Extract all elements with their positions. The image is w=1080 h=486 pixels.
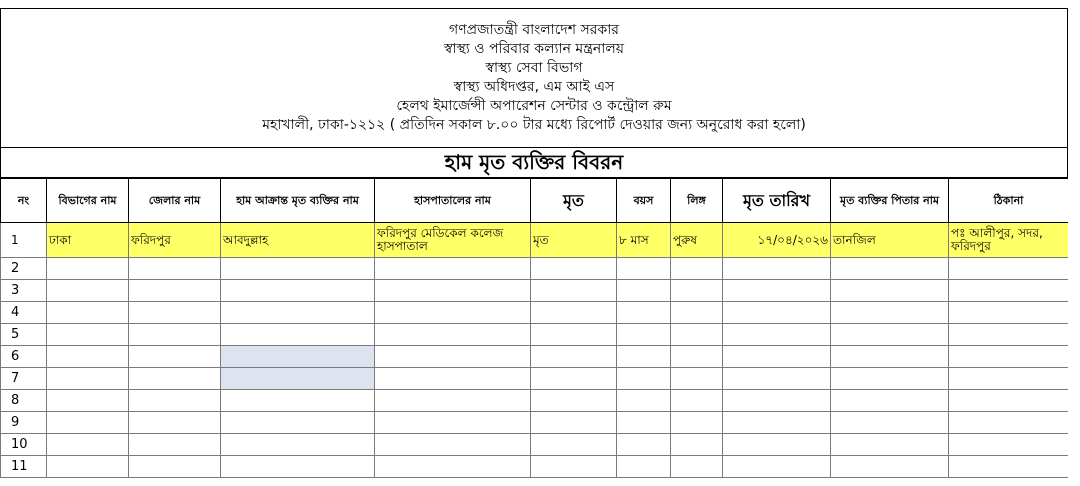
- header-line-division: স্বাস্থ্য সেবা বিভাগ: [485, 60, 583, 76]
- empty-cell[interactable]: [129, 368, 221, 390]
- header-line-government: গণপ্রজাতন্ত্রী বাংলাদেশ সরকার: [449, 22, 619, 38]
- empty-cell[interactable]: [671, 412, 723, 434]
- empty-cell[interactable]: [671, 456, 723, 478]
- empty-cell[interactable]: [949, 302, 1069, 324]
- header-line-directorate: স্বাস্থ্য অধিদপ্তর, এম আই এস: [453, 79, 615, 95]
- empty-cell[interactable]: [129, 258, 221, 280]
- empty-cell[interactable]: [47, 390, 129, 412]
- empty-cell[interactable]: [949, 258, 1069, 280]
- empty-cell[interactable]: [671, 390, 723, 412]
- empty-cell[interactable]: [617, 258, 671, 280]
- row-number[interactable]: 7: [1, 368, 47, 390]
- empty-cell[interactable]: [671, 324, 723, 346]
- report-title-cell[interactable]: [0, 148, 1068, 178]
- cell-father-name[interactable]: তানজিল: [831, 223, 949, 258]
- header-line-ministry: স্বাস্থ্য ও পরিবার কল্যান মন্ত্রনালয়: [443, 41, 625, 57]
- empty-cell[interactable]: [949, 324, 1069, 346]
- col-header-no[interactable]: নং: [1, 179, 47, 223]
- col-header-dead[interactable]: মৃত: [531, 179, 617, 223]
- empty-cell[interactable]: [221, 258, 375, 280]
- empty-cell[interactable]: [723, 368, 831, 390]
- empty-cell[interactable]: [375, 302, 531, 324]
- table-row: [1, 346, 1069, 368]
- col-header-division[interactable]: বিভাগের নাম: [47, 179, 129, 223]
- table-row: [1, 456, 1069, 478]
- empty-cell[interactable]: [617, 390, 671, 412]
- empty-cell[interactable]: [375, 324, 531, 346]
- empty-cell[interactable]: [617, 324, 671, 346]
- empty-cell[interactable]: [671, 368, 723, 390]
- empty-cell[interactable]: [129, 412, 221, 434]
- empty-cell[interactable]: [375, 368, 531, 390]
- empty-cell[interactable]: [723, 346, 831, 368]
- empty-cell[interactable]: [617, 456, 671, 478]
- col-header-father-name[interactable]: মৃত ব্যক্তির পিতার নাম: [831, 179, 949, 223]
- empty-cell[interactable]: [723, 390, 831, 412]
- cell-division[interactable]: ঢাকা: [47, 223, 129, 258]
- header-line-address: মহাখালী, ঢাকা-১২১২ ( প্রতিদিন সকাল ৮.০০ টার মধ্যে রিপোর্ট দেওয়ার জন্য অনুরোধ করা হলো): [262, 117, 806, 133]
- row-number[interactable]: 9: [1, 412, 47, 434]
- selected-cell[interactable]: [221, 368, 375, 390]
- empty-cell[interactable]: [531, 280, 617, 302]
- row-number[interactable]: 6: [1, 346, 47, 368]
- report-header: [0, 8, 1068, 148]
- empty-cell[interactable]: [831, 302, 949, 324]
- empty-cell[interactable]: [617, 412, 671, 434]
- cell-age[interactable]: ৮ মাস: [617, 223, 671, 258]
- table-row: [1, 368, 1069, 390]
- empty-cell[interactable]: [617, 368, 671, 390]
- cell-hospital[interactable]: ফরিদপুর মেডিকেল কলেজ হাসপাতাল: [375, 223, 531, 258]
- empty-cell[interactable]: [671, 302, 723, 324]
- col-header-address[interactable]: ঠিকানা: [949, 179, 1069, 223]
- table-row: [1, 258, 1069, 280]
- empty-cell[interactable]: [47, 368, 129, 390]
- empty-cell[interactable]: [831, 324, 949, 346]
- table-row: [1, 434, 1069, 456]
- report-title: হাম মৃত ব্যক্তির বিবরন: [444, 150, 624, 174]
- empty-cell[interactable]: [831, 390, 949, 412]
- empty-cell[interactable]: [831, 412, 949, 434]
- empty-cell[interactable]: [375, 346, 531, 368]
- row-number[interactable]: 5: [1, 324, 47, 346]
- empty-cell[interactable]: [375, 390, 531, 412]
- table-row: [1, 302, 1069, 324]
- empty-cell[interactable]: [949, 412, 1069, 434]
- empty-cell[interactable]: [375, 456, 531, 478]
- empty-cell[interactable]: [221, 324, 375, 346]
- empty-cell[interactable]: [723, 456, 831, 478]
- row-number[interactable]: 4: [1, 302, 47, 324]
- empty-cell[interactable]: [531, 368, 617, 390]
- empty-cell[interactable]: [723, 258, 831, 280]
- table-row: [1, 390, 1069, 412]
- empty-cell[interactable]: [531, 346, 617, 368]
- empty-cell[interactable]: [221, 280, 375, 302]
- empty-cell[interactable]: [723, 280, 831, 302]
- empty-cell[interactable]: [949, 280, 1069, 302]
- table-row: [1, 412, 1069, 434]
- row-number[interactable]: 10: [1, 434, 47, 456]
- empty-cell[interactable]: [617, 346, 671, 368]
- empty-cell[interactable]: [47, 280, 129, 302]
- row-number[interactable]: 2: [1, 258, 47, 280]
- death-details-table: [0, 178, 1069, 478]
- cell-deceased-name[interactable]: আবদুল্লাহ: [221, 223, 375, 258]
- empty-cell[interactable]: [949, 434, 1069, 456]
- empty-cell[interactable]: [129, 346, 221, 368]
- table-row: [1, 280, 1069, 302]
- empty-cell[interactable]: [129, 390, 221, 412]
- empty-cell[interactable]: [831, 346, 949, 368]
- empty-cell[interactable]: [221, 456, 375, 478]
- cell-death-date[interactable]: ১৭/০৪/২০২৬: [723, 223, 831, 258]
- col-header-deceased-name[interactable]: হাম আক্রান্ত মৃত ব্যক্তির নাম: [221, 179, 375, 223]
- empty-cell[interactable]: [531, 412, 617, 434]
- empty-cell[interactable]: [221, 412, 375, 434]
- col-header-gender[interactable]: লিঙ্গ: [671, 179, 723, 223]
- col-header-age[interactable]: বয়স: [617, 179, 671, 223]
- table-row: [1, 223, 1069, 258]
- empty-cell[interactable]: [129, 280, 221, 302]
- table-row: [1, 324, 1069, 346]
- empty-cell[interactable]: [671, 258, 723, 280]
- empty-cell[interactable]: [47, 324, 129, 346]
- empty-cell[interactable]: [617, 302, 671, 324]
- empty-cell[interactable]: [531, 258, 617, 280]
- empty-cell[interactable]: [723, 302, 831, 324]
- empty-cell[interactable]: [221, 434, 375, 456]
- empty-cell[interactable]: [723, 434, 831, 456]
- empty-cell[interactable]: [531, 434, 617, 456]
- spreadsheet-sheet: [0, 8, 1070, 486]
- empty-cell[interactable]: [221, 302, 375, 324]
- row-number[interactable]: 8: [1, 390, 47, 412]
- empty-cell[interactable]: [531, 302, 617, 324]
- empty-cell[interactable]: [531, 456, 617, 478]
- empty-cell[interactable]: [949, 346, 1069, 368]
- empty-cell[interactable]: [47, 412, 129, 434]
- empty-cell[interactable]: [221, 390, 375, 412]
- empty-cell[interactable]: [831, 368, 949, 390]
- empty-cell[interactable]: [831, 258, 949, 280]
- empty-cell[interactable]: [723, 324, 831, 346]
- row-number[interactable]: 11: [1, 456, 47, 478]
- col-header-death-date[interactable]: মৃত তারিখ: [723, 179, 831, 223]
- table-header-row: [1, 179, 1069, 223]
- empty-cell[interactable]: [617, 280, 671, 302]
- empty-cell[interactable]: [723, 412, 831, 434]
- empty-cell[interactable]: [831, 280, 949, 302]
- empty-cell[interactable]: [129, 456, 221, 478]
- empty-cell[interactable]: [375, 280, 531, 302]
- empty-cell[interactable]: [531, 390, 617, 412]
- row-number[interactable]: 1: [1, 223, 47, 258]
- empty-cell[interactable]: [531, 324, 617, 346]
- empty-cell[interactable]: [831, 434, 949, 456]
- empty-cell[interactable]: [129, 324, 221, 346]
- row-number[interactable]: 3: [1, 280, 47, 302]
- empty-cell[interactable]: [129, 302, 221, 324]
- empty-cell[interactable]: [129, 434, 221, 456]
- empty-cell[interactable]: [949, 368, 1069, 390]
- empty-cell[interactable]: [949, 390, 1069, 412]
- empty-cell[interactable]: [375, 434, 531, 456]
- empty-cell[interactable]: [617, 434, 671, 456]
- empty-cell[interactable]: [671, 434, 723, 456]
- window-edge: [1068, 0, 1080, 486]
- cell-gender[interactable]: পুরুষ: [671, 223, 723, 258]
- empty-cell[interactable]: [375, 412, 531, 434]
- selected-cell[interactable]: [221, 346, 375, 368]
- empty-cell[interactable]: [47, 346, 129, 368]
- cell-status[interactable]: মৃত: [531, 223, 617, 258]
- header-line-control-room: হেলথ ইমার্জেন্সী অপারেশন সেন্টার ও কন্ট্রোল রুম: [396, 98, 672, 114]
- empty-cell[interactable]: [671, 346, 723, 368]
- empty-cell[interactable]: [831, 456, 949, 478]
- empty-cell[interactable]: [47, 434, 129, 456]
- empty-cell[interactable]: [47, 456, 129, 478]
- col-header-hospital[interactable]: হাসপাতালের নাম: [375, 179, 531, 223]
- empty-cell[interactable]: [47, 302, 129, 324]
- empty-cell[interactable]: [671, 280, 723, 302]
- empty-cell[interactable]: [47, 258, 129, 280]
- empty-cell[interactable]: [949, 456, 1069, 478]
- cell-address[interactable]: পঃ আলীপুর, সদর, ফরিদপুর: [949, 223, 1069, 258]
- col-header-district[interactable]: জেলার নাম: [129, 179, 221, 223]
- cell-district[interactable]: ফরিদপুর: [129, 223, 221, 258]
- empty-cell[interactable]: [375, 258, 531, 280]
